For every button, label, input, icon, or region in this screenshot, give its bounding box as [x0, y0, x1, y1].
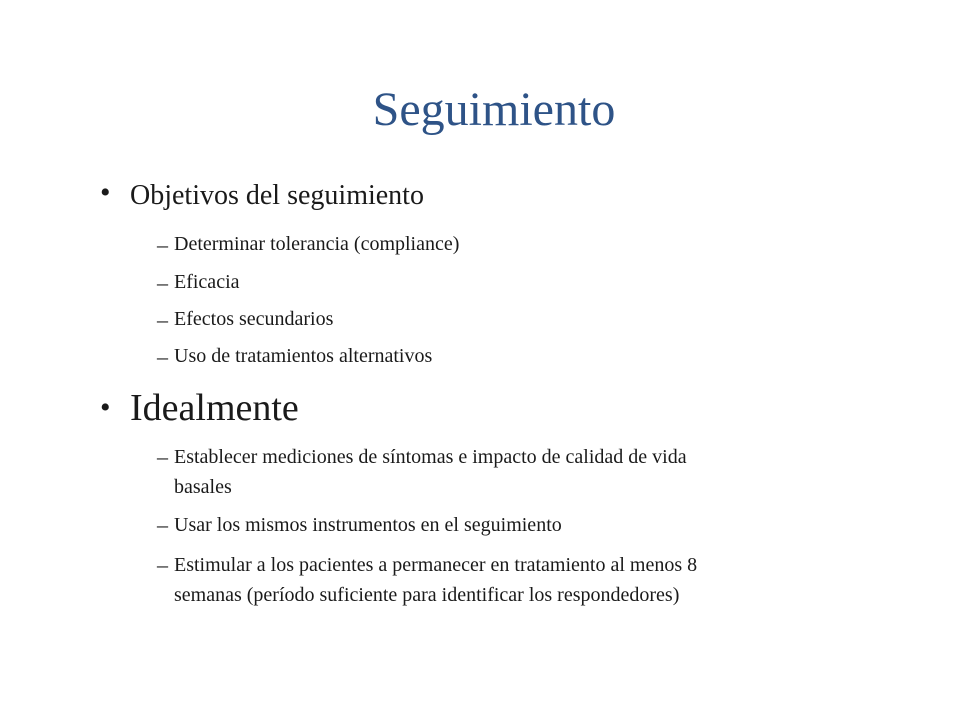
dash: –: [157, 344, 168, 369]
dash: –: [157, 307, 168, 332]
bullet-idealmente: •: [100, 391, 111, 424]
slide-title: Seguimiento: [372, 83, 616, 136]
dash: –: [157, 512, 168, 537]
list-item-line: Estimular a los pacientes a permanecer en tratamiento al menos 8: [174, 554, 698, 576]
list-item-line: Usar los mismos instrumentos en el seguimiento: [174, 514, 562, 536]
section-heading-objetivos: Objetivos del seguimiento: [130, 180, 424, 211]
list-item-line: semanas (período suficiente para identificar los respondedores): [174, 584, 680, 606]
dash: –: [157, 270, 168, 295]
list-item-line: basales: [174, 476, 232, 498]
bullet-objetivos: •: [100, 176, 111, 209]
list-item: Eficacia: [174, 271, 240, 293]
section-heading-idealmente: Idealmente: [130, 387, 299, 429]
dash: –: [157, 232, 168, 257]
dash: –: [157, 444, 168, 469]
list-item: Efectos secundarios: [174, 308, 334, 330]
list-item: Determinar tolerancia (compliance): [174, 233, 460, 255]
list-item: Uso de tratamientos alternativos: [174, 345, 433, 367]
list-item-line: Establecer mediciones de síntomas e impacto de calidad de vida: [174, 446, 687, 468]
dash: –: [157, 552, 168, 577]
